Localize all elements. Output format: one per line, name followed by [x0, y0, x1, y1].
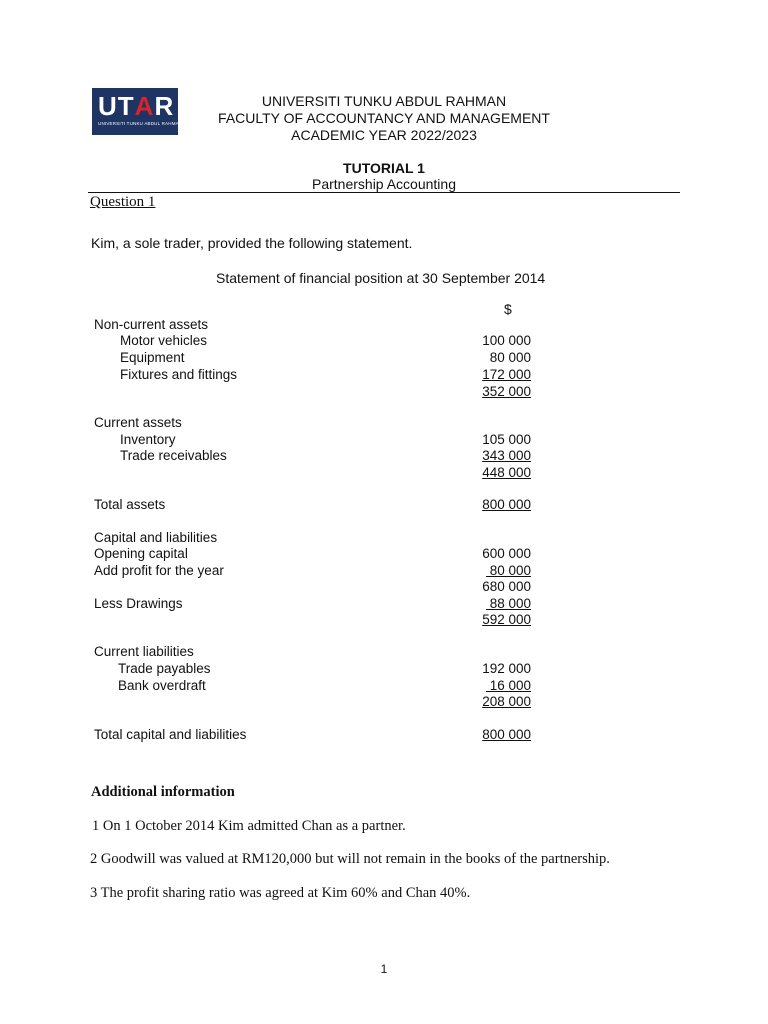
statement-title: Statement of financial position at 30 September 2014 — [216, 270, 546, 286]
noncurrent-item-label: Motor vehicles — [120, 333, 208, 348]
noncurrent-item-label: Equipment — [120, 350, 185, 365]
current-item-amount: 105 000 — [482, 432, 531, 447]
profit-label: Add profit for the year — [94, 563, 224, 578]
liability-item-label: Trade payables — [118, 661, 211, 676]
currency-label: $ — [504, 301, 512, 317]
current-item-label: Inventory — [120, 432, 176, 447]
capital-subtotal: 680 000 — [482, 579, 531, 594]
additional-heading: Additional information — [91, 784, 235, 800]
liability-item-amount: 16 000 — [485, 678, 531, 693]
drawings-amount: 88 000 — [485, 596, 531, 611]
noncurrent-item-amount: 80 000 — [489, 350, 531, 365]
capital-total: 592 000 — [482, 612, 531, 627]
liabilities-heading: Current liabilities — [94, 644, 194, 659]
liabilities-total: 208 000 — [482, 694, 531, 709]
academic-year: ACADEMIC YEAR 2022/2023 — [291, 127, 477, 143]
total-cl-label: Total capital and liabilities — [94, 727, 247, 742]
question-label: Question 1 — [90, 194, 156, 210]
total-assets-amount: 800 000 — [482, 497, 531, 512]
noncurrent-item-label: Fixtures and fittings — [120, 367, 238, 382]
additional-item: 1 On 1 October 2014 Kim admitted Chan as a partner. — [92, 818, 406, 834]
noncurrent-heading: Non-current assets — [94, 317, 209, 332]
total-cl-amount: 800 000 — [482, 727, 531, 742]
header-rule — [88, 192, 680, 193]
noncurrent-item-amount: 172 000 — [482, 367, 531, 382]
liability-item-label: Bank overdraft — [118, 678, 206, 693]
noncurrent-item-amount: 100 000 — [482, 333, 531, 348]
tutorial-topic: Partnership Accounting — [312, 176, 456, 192]
page-number: 1 — [380, 962, 388, 976]
tutorial-title: TUTORIAL 1 — [343, 160, 425, 176]
logo-subtitle: UNIVERSITI TUNKU ABDUL RAHMAN — [98, 121, 183, 126]
question-intro: Kim, a sole trader, provided the following statement. — [91, 235, 413, 251]
current-item-amount: 343 000 — [482, 448, 531, 463]
current-assets-heading: Current assets — [94, 415, 182, 430]
liability-item-amount: 192 000 — [482, 661, 531, 676]
total-assets-label: Total assets — [94, 497, 166, 512]
capital-heading: Capital and liabilities — [94, 530, 218, 545]
profit-amount: 80 000 — [485, 563, 531, 578]
additional-item: 2 Goodwill was valued at RM120,000 but will not remain in the books of the partnership. — [90, 851, 610, 867]
drawings-label: Less Drawings — [94, 596, 183, 611]
logo-wordmark: UTAR — [98, 91, 175, 121]
faculty-name: FACULTY OF ACCOUNTANCY AND MANAGEMENT — [218, 110, 550, 126]
opening-capital-label: Opening capital — [94, 546, 188, 561]
additional-item: 3 The profit sharing ratio was agreed at Kim 60% and Chan 40%. — [90, 885, 471, 901]
university-name: UNIVERSITI TUNKU ABDUL RAHMAN — [261, 93, 507, 109]
current-total: 448 000 — [482, 465, 531, 480]
noncurrent-total: 352 000 — [482, 384, 531, 399]
current-item-label: Trade receivables — [120, 448, 227, 463]
opening-capital-amount: 600 000 — [482, 546, 531, 561]
